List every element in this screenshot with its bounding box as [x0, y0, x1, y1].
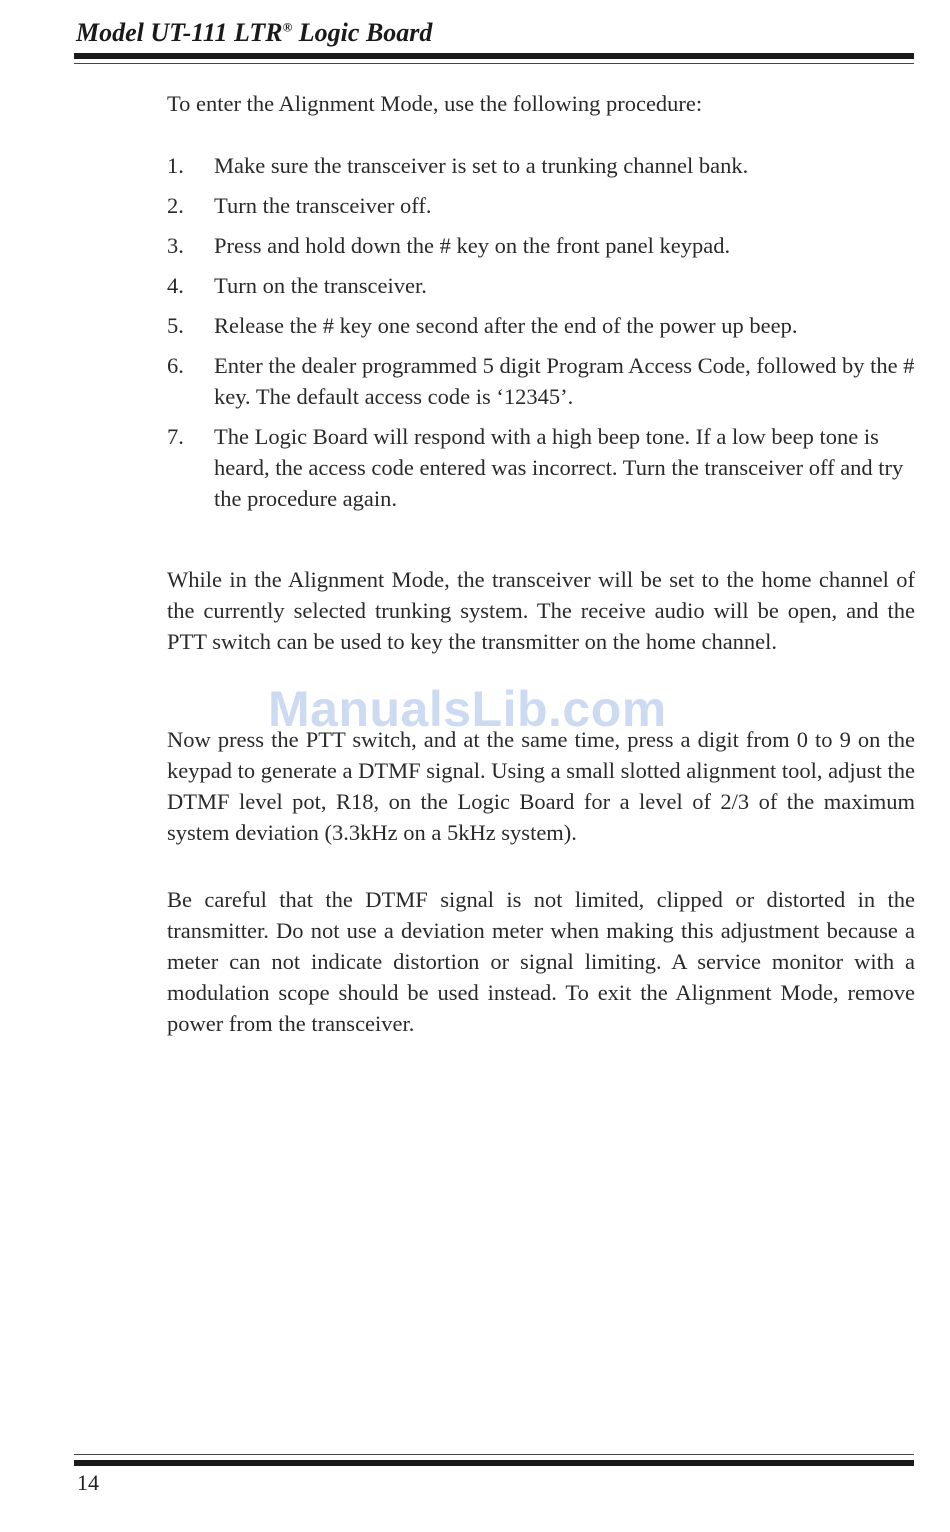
footer-rule-thin — [74, 1454, 914, 1455]
page-title — [76, 18, 432, 48]
step-number: 3. — [167, 233, 184, 258]
paragraph-caution: Be careful that the DTMF signal is not limited, clipped or distorted in the transmitter. Do not use a deviation meter when making this adjustment because a meter can not indicate distortion or signal limiting. A service monitor with a modulation scope should be used instead. To exit the Alignment Mode, remove power from the transceiver. — [167, 887, 915, 1036]
list-item — [167, 230, 915, 261]
step-text: The Logic Board will respond with a high beep tone. If a low beep tone is heard, the access code entered was incorrect. Turn the transceiver off and try the procedure again. — [214, 424, 904, 511]
step-number: 2. — [167, 193, 184, 218]
step-number: 1. — [167, 153, 184, 178]
page-title-suffix: Logic Board — [292, 18, 433, 47]
page-title-main: Model UT-111 LTR — [76, 18, 283, 47]
watermark: ManualsLib.com — [268, 681, 667, 737]
header-rule-thin — [74, 63, 914, 64]
list-item — [167, 421, 915, 514]
page-number: 14 — [77, 1470, 99, 1495]
list-item — [167, 310, 915, 341]
procedure-list — [167, 150, 915, 523]
step-text: Enter the dealer programmed 5 digit Program Access Code, followed by the # key. The default access code is ‘12345’. — [214, 353, 915, 409]
list-item — [167, 350, 915, 412]
list-item — [167, 150, 915, 181]
step-text: Turn on the transceiver. — [214, 273, 427, 298]
step-text: Turn the transceiver off. — [214, 193, 432, 218]
step-number: 5. — [167, 313, 184, 338]
header-rule-thick — [74, 53, 914, 59]
list-item — [167, 270, 915, 301]
paragraph-alignment-mode: While in the Alignment Mode, the transceiver will be set to the home channel of the currently selected trunking system. The receive audio will be open, and the PTT switch can be used to key the transmitter on the home channel. — [167, 567, 915, 654]
step-text: Release the # key one second after the end of the power up beep. — [214, 313, 798, 338]
registered-mark: ® — [282, 19, 293, 35]
intro-text: To enter the Alignment Mode, use the following procedure: — [167, 91, 703, 116]
footer-rule-thick — [74, 1460, 914, 1466]
step-text: Press and hold down the # key on the front panel keypad. — [214, 233, 731, 258]
step-number: 7. — [167, 424, 184, 449]
list-item — [167, 190, 915, 221]
paragraph-dtmf-adjust: Now press the PTT switch, and at the same time, press a digit from 0 to 9 on the keypad to generate a DTMF signal. Using a small slotted alignment tool, adjust the DTMF level pot, R18, on the Logic Board for a level of 2/3 of the maximum system deviation (3.3kHz on a 5kHz system). — [167, 727, 915, 845]
step-number: 6. — [167, 353, 184, 378]
step-number: 4. — [167, 273, 184, 298]
step-text: Make sure the transceiver is set to a trunking channel bank. — [214, 153, 749, 178]
